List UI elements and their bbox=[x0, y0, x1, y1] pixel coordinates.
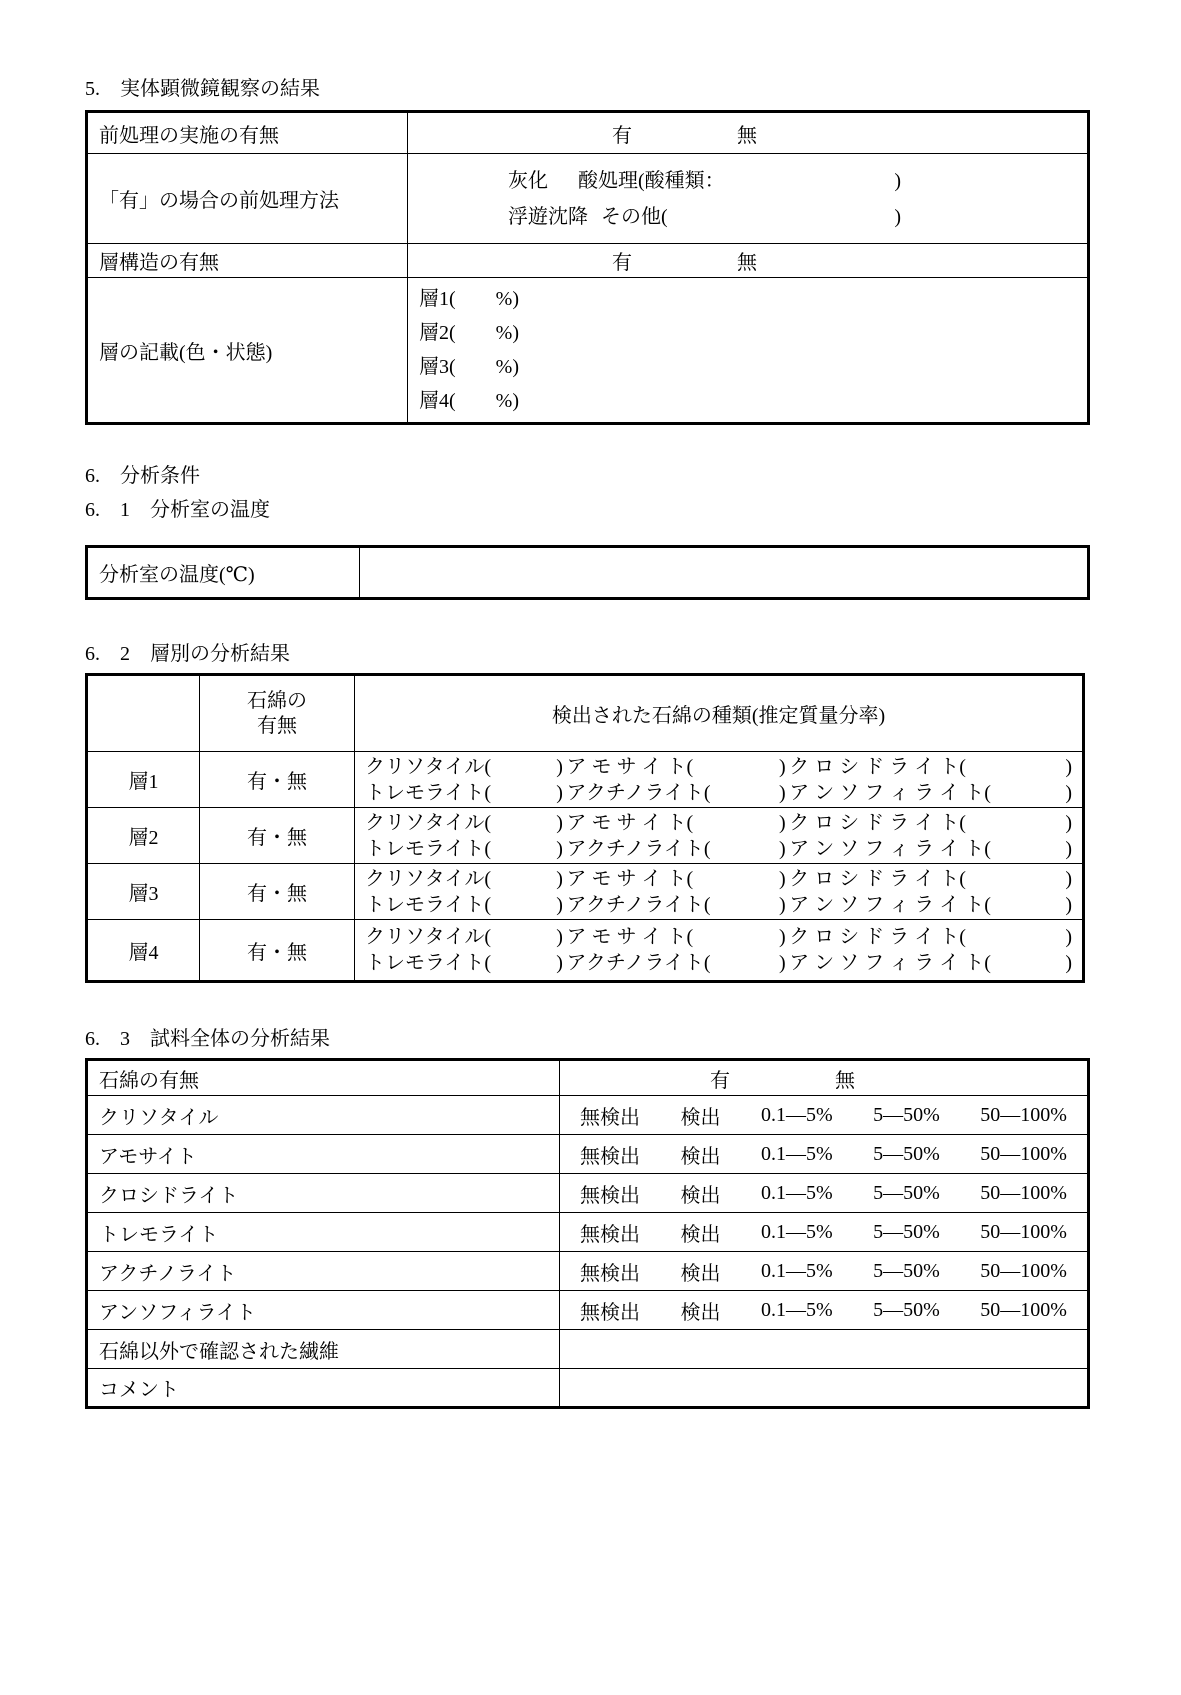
scale-detected: 検出 bbox=[680, 1106, 721, 1129]
paren-close: ) bbox=[556, 837, 563, 860]
paren-close: ) bbox=[1065, 837, 1072, 860]
layer-label: 層4 bbox=[88, 920, 200, 980]
mineral-row-actinolite bbox=[88, 1251, 1087, 1290]
paren-close: ) bbox=[1065, 781, 1072, 804]
layer-structure-options bbox=[408, 244, 1087, 277]
entry-actinolite: アクチノライト( ) bbox=[566, 893, 786, 916]
scale-not-detected: 無検出 bbox=[580, 1184, 640, 1207]
layer-2-row bbox=[88, 807, 1082, 863]
yes-no-option: 有・無 bbox=[200, 920, 355, 980]
layer-3-row bbox=[88, 863, 1082, 919]
option-no: 無 bbox=[737, 124, 757, 147]
paren-close: ) bbox=[1065, 893, 1072, 916]
paren-close: ) bbox=[778, 811, 786, 834]
stereo-observation-table bbox=[85, 110, 1090, 425]
layer-description-row bbox=[88, 277, 1087, 422]
paren-close: ) bbox=[556, 926, 563, 948]
entry-chrysotile: クリソタイル( ) bbox=[365, 867, 563, 890]
scale-50-100: 50—100% bbox=[980, 1220, 1067, 1243]
option-no: 無 bbox=[737, 252, 757, 274]
entry-actinolite: アクチノライト( ) bbox=[566, 837, 786, 860]
room-temperature-table bbox=[85, 545, 1090, 600]
overall-results-table bbox=[85, 1058, 1090, 1409]
section-5-title: 5. 実体顕微鏡観察の結果 bbox=[85, 78, 320, 100]
entry-anthophyllite: ア ン ソ フ ィ ラ イ ト( ) bbox=[789, 893, 1072, 916]
layer-structure-label: 層構造の有無 bbox=[88, 244, 408, 277]
scale-options bbox=[560, 1252, 1087, 1290]
scale-5-50: 5—50% bbox=[873, 1142, 940, 1165]
per-layer-results-table bbox=[85, 673, 1085, 983]
section-6-3-title: 6. 3 試料全体の分析結果 bbox=[85, 1028, 330, 1050]
paren-close: ) bbox=[556, 781, 563, 804]
entry-chrysotile: クリソタイル( ) bbox=[365, 926, 563, 948]
entry-anthophyllite: ア ン ソ フ ィ ラ イ ト( ) bbox=[789, 837, 1072, 860]
paren-close: ) bbox=[1065, 926, 1072, 948]
layer-description-label: 層の記載(色・状態) bbox=[88, 278, 408, 422]
scale-detected: 検出 bbox=[680, 1223, 721, 1246]
method-line-2 bbox=[508, 199, 901, 235]
mineral-label: クリソタイル bbox=[88, 1096, 560, 1134]
scale-options bbox=[560, 1135, 1087, 1173]
scale-5-50: 5—50% bbox=[873, 1298, 940, 1321]
paren-close: ) bbox=[778, 952, 786, 974]
entry-amosite: ア モ サ イ ト( ) bbox=[566, 755, 786, 778]
mineral-label: アクチノライト bbox=[88, 1252, 560, 1290]
layer-1-row bbox=[88, 751, 1082, 807]
entry-crocidolite: ク ロ シ ド ラ イ ト( ) bbox=[789, 811, 1072, 834]
paren-close: ) bbox=[1065, 755, 1072, 778]
mineral-label: クロシドライト bbox=[88, 1174, 560, 1212]
mineral-label: アモサイト bbox=[88, 1135, 560, 1173]
scale-5-50: 5—50% bbox=[873, 1103, 940, 1126]
layer-structure-row bbox=[88, 243, 1087, 277]
mineral-row-tremolite bbox=[88, 1212, 1087, 1251]
other-fibers-label: 石綿以外で確認された繊維 bbox=[88, 1330, 560, 1368]
layer-line-2: 層2( %) bbox=[419, 322, 519, 344]
method-acid: 酸処理(酸種類： bbox=[578, 169, 725, 192]
paren-close: ) bbox=[894, 169, 901, 192]
method-flotation: 浮遊沈降 bbox=[508, 205, 588, 228]
option-yes: 有 bbox=[710, 1069, 730, 1092]
paren-close: ) bbox=[778, 893, 786, 916]
paren-close: ) bbox=[778, 867, 786, 890]
layer-label: 層3 bbox=[88, 864, 200, 919]
mineral-entries bbox=[355, 752, 1082, 807]
mineral-row-crocidolite bbox=[88, 1173, 1087, 1212]
entry-actinolite: アクチノライト( ) bbox=[566, 781, 786, 804]
room-temperature-value-cell bbox=[360, 548, 1087, 597]
detected-types-header: 検出された石綿の種類(推定質量分率) bbox=[551, 705, 886, 727]
corner-cell bbox=[88, 676, 200, 751]
comment-label: コメント bbox=[88, 1369, 560, 1406]
entry-crocidolite: ク ロ シ ド ラ イ ト( ) bbox=[789, 926, 1072, 948]
yes-no-option: 有・無 bbox=[200, 864, 355, 919]
paren-close: ) bbox=[556, 811, 563, 834]
scale-options bbox=[560, 1096, 1087, 1134]
entry-amosite: ア モ サ イ ト( ) bbox=[566, 867, 786, 890]
mineral-entries bbox=[355, 920, 1082, 980]
scale-not-detected: 無検出 bbox=[580, 1301, 640, 1324]
layer-4-row bbox=[88, 919, 1082, 980]
layer-line-4: 層4( %) bbox=[419, 390, 519, 412]
paren-close: ) bbox=[778, 781, 786, 804]
pretreatment-label: 前処理の実施の有無 bbox=[88, 113, 408, 153]
asbestos-presence-header: 石綿の 有無 bbox=[200, 676, 355, 751]
option-yes: 有 bbox=[612, 124, 632, 147]
scale-not-detected: 無検出 bbox=[580, 1262, 640, 1285]
paren-close: ) bbox=[1065, 867, 1072, 890]
scale-not-detected: 無検出 bbox=[580, 1106, 640, 1129]
entry-anthophyllite: ア ン ソ フ ィ ラ イ ト( ) bbox=[789, 952, 1072, 974]
scale-50-100: 50—100% bbox=[980, 1181, 1067, 1204]
layer-line-3: 層3( %) bbox=[419, 356, 519, 378]
pretreatment-options bbox=[408, 113, 1087, 153]
scale-50-100: 50—100% bbox=[980, 1103, 1067, 1126]
scale-50-100: 50—100% bbox=[980, 1142, 1067, 1165]
mineral-label: アンソフィライト bbox=[88, 1291, 560, 1329]
entry-chrysotile: クリソタイル( ) bbox=[365, 755, 563, 778]
entry-tremolite: トレモライト( ) bbox=[365, 781, 563, 804]
entry-actinolite: アクチノライト( ) bbox=[566, 952, 786, 974]
scale-not-detected: 無検出 bbox=[580, 1223, 640, 1246]
scale-options bbox=[560, 1174, 1087, 1212]
entry-amosite: ア モ サ イ ト( ) bbox=[566, 926, 786, 948]
layer-line-1: 層1( %) bbox=[419, 288, 519, 310]
paren-close: ) bbox=[778, 837, 786, 860]
scale-0-1-5: 0.1—5% bbox=[760, 1103, 833, 1126]
paren-close: ) bbox=[1065, 952, 1072, 974]
entry-crocidolite: ク ロ シ ド ラ イ ト( ) bbox=[789, 755, 1072, 778]
section-6-1-title: 6. 1 分析室の温度 bbox=[85, 499, 270, 521]
comment-value-cell bbox=[560, 1369, 1087, 1406]
yes-no-option: 有・無 bbox=[200, 808, 355, 863]
scale-5-50: 5—50% bbox=[873, 1220, 940, 1243]
pretreatment-method-options bbox=[408, 154, 1087, 243]
paren-close: ) bbox=[556, 893, 563, 916]
asbestos-presence-row bbox=[88, 1061, 1087, 1095]
entry-tremolite: トレモライト( ) bbox=[365, 893, 563, 916]
scale-50-100: 50—100% bbox=[980, 1298, 1067, 1321]
scale-0-1-5: 0.1—5% bbox=[760, 1259, 833, 1282]
scale-options bbox=[560, 1213, 1087, 1251]
scale-detected: 検出 bbox=[680, 1301, 721, 1324]
scale-50-100: 50—100% bbox=[980, 1259, 1067, 1282]
section-6-title: 6. 分析条件 bbox=[85, 465, 200, 487]
pretreatment-method-row bbox=[88, 153, 1087, 243]
mineral-entries bbox=[355, 808, 1082, 863]
yes-no-option: 有・無 bbox=[200, 752, 355, 807]
entry-amosite: ア モ サ イ ト( ) bbox=[566, 811, 786, 834]
method-ashing: 灰化 bbox=[508, 169, 548, 192]
entry-tremolite: トレモライト( ) bbox=[365, 952, 563, 974]
pretreatment-method-label: 「有」の場合の前処理方法 bbox=[88, 154, 408, 243]
scale-not-detected: 無検出 bbox=[580, 1145, 640, 1168]
method-line-1 bbox=[508, 163, 901, 199]
entry-chrysotile: クリソタイル( ) bbox=[365, 811, 563, 834]
paren-close: ) bbox=[556, 952, 563, 974]
entry-crocidolite: ク ロ シ ド ラ イ ト( ) bbox=[789, 867, 1072, 890]
entry-anthophyllite: ア ン ソ フ ィ ラ イ ト( ) bbox=[789, 781, 1072, 804]
paren-close: ) bbox=[778, 926, 786, 948]
scale-0-1-5: 0.1—5% bbox=[760, 1181, 833, 1204]
other-fibers-value-cell bbox=[560, 1330, 1087, 1368]
other-fibers-row bbox=[88, 1329, 1087, 1368]
scale-0-1-5: 0.1—5% bbox=[760, 1142, 833, 1165]
per-layer-header-row bbox=[88, 676, 1082, 751]
scale-detected: 検出 bbox=[680, 1145, 721, 1168]
room-temperature-row bbox=[88, 548, 1087, 597]
mineral-row-anthophyllite bbox=[88, 1290, 1087, 1329]
entry-tremolite: トレモライト( ) bbox=[365, 837, 563, 860]
paren-close: ) bbox=[556, 867, 563, 890]
option-yes: 有 bbox=[612, 252, 632, 274]
scale-detected: 検出 bbox=[680, 1262, 721, 1285]
asbestos-presence-label: 石綿の有無 bbox=[88, 1061, 560, 1095]
scale-options bbox=[560, 1291, 1087, 1329]
room-temperature-label: 分析室の温度(℃) bbox=[88, 548, 360, 597]
scale-5-50: 5—50% bbox=[873, 1259, 940, 1282]
section-6-2-title: 6. 2 層別の分析結果 bbox=[85, 643, 290, 665]
mineral-label: トレモライト bbox=[88, 1213, 560, 1251]
comment-row bbox=[88, 1368, 1087, 1406]
pretreatment-row bbox=[88, 113, 1087, 153]
layer-description-lines bbox=[408, 278, 1087, 422]
layer-label: 層2 bbox=[88, 808, 200, 863]
scale-detected: 検出 bbox=[680, 1184, 721, 1207]
asbestos-presence-options bbox=[560, 1061, 1087, 1095]
scale-0-1-5: 0.1—5% bbox=[760, 1298, 833, 1321]
scale-5-50: 5—50% bbox=[873, 1181, 940, 1204]
paren-close: ) bbox=[778, 755, 786, 778]
paren-close: ) bbox=[556, 755, 563, 778]
paren-close: ) bbox=[1065, 811, 1072, 834]
method-other: その他( bbox=[601, 205, 668, 228]
mineral-row-amosite bbox=[88, 1134, 1087, 1173]
option-no: 無 bbox=[835, 1069, 855, 1092]
mineral-row-chrysotile bbox=[88, 1095, 1087, 1134]
paren-close: ) bbox=[894, 205, 901, 228]
layer-label: 層1 bbox=[88, 752, 200, 807]
mineral-entries bbox=[355, 864, 1082, 919]
scale-0-1-5: 0.1—5% bbox=[760, 1220, 833, 1243]
